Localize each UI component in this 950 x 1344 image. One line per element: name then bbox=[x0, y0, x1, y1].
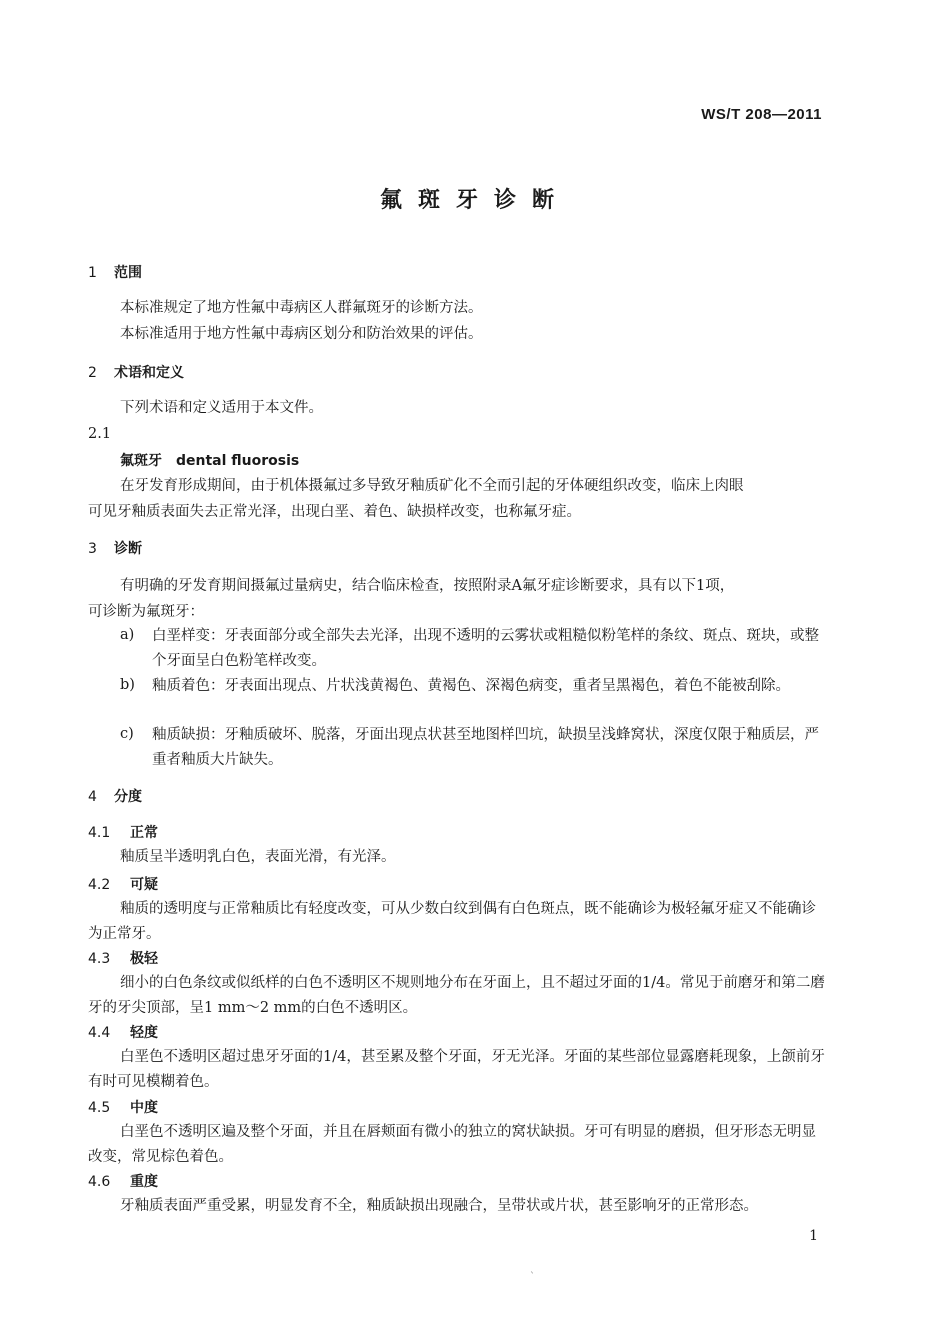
paragraph: 白垩色不透明区遍及整个牙面，并且在唇颊面有微小的独立的窝状缺损。牙可有明显的磨损，但牙形态无明显改变，常见棕色着色。 bbox=[88, 1124, 816, 1165]
subsection-heading bbox=[88, 948, 158, 968]
subsection-number: 4.1 bbox=[88, 825, 111, 841]
list-item-label: b) bbox=[120, 677, 135, 693]
list-item-text: 釉质缺损：牙釉质破坏、脱落，牙面出现点状甚至地图样凹坑，缺损呈浅蜂窝状，深度仅限于釉质层，严重者釉质大片缺失。 bbox=[152, 727, 819, 768]
subsection-heading bbox=[88, 1022, 158, 1042]
page-number: 1 bbox=[809, 1228, 818, 1244]
subsection-number: 4.6 bbox=[88, 1174, 111, 1190]
subsection-number: 4.2 bbox=[88, 877, 111, 893]
list-item-label: c) bbox=[120, 726, 134, 742]
section-title: 术语和定义 bbox=[114, 365, 184, 381]
paragraph: 细小的白色条纹或似纸样的白色不透明区不规则地分布在牙面上，且不超过牙面的1/4。常见于前磨牙和第二磨牙的牙尖顶部，呈1 mm～2 mm的白色不透明区。 bbox=[88, 975, 825, 1016]
section-title: 范围 bbox=[114, 265, 142, 281]
subsection-heading bbox=[88, 1097, 158, 1117]
section-number: 4 bbox=[88, 789, 97, 805]
section-2-heading bbox=[88, 362, 184, 382]
section-title: 诊断 bbox=[114, 541, 142, 557]
paragraph: 釉质呈半透明乳白色，表面光滑，有光泽。 bbox=[120, 849, 396, 865]
subsection-heading bbox=[88, 822, 158, 842]
paragraph: 下列术语和定义适用于本文件。 bbox=[120, 400, 323, 416]
definition-line: 可见牙釉质表面失去正常光泽，出现白垩、着色、缺损样改变，也称氟牙症。 bbox=[88, 504, 581, 520]
subsection-number: 2.1 bbox=[88, 426, 112, 442]
term-chinese: 氟斑牙 bbox=[120, 453, 162, 469]
subsection-number: 4.4 bbox=[88, 1025, 111, 1041]
subsection-number: 4.5 bbox=[88, 1100, 111, 1116]
subsection-title: 中度 bbox=[130, 1100, 158, 1116]
term-english: dental fluorosis bbox=[176, 453, 300, 469]
subsection-heading bbox=[88, 1171, 158, 1191]
list-item-label: a) bbox=[120, 627, 135, 643]
subsection-title: 正常 bbox=[130, 825, 158, 841]
subsection-title: 重度 bbox=[130, 1174, 158, 1190]
section-number: 1 bbox=[88, 265, 97, 281]
stray-mark: ` bbox=[530, 1272, 535, 1283]
paragraph: 釉质的透明度与正常釉质比有轻度改变，可从少数白纹到偶有白色斑点，既不能确诊为极轻氟牙症又不能确诊为正常牙。 bbox=[88, 901, 816, 942]
section-number: 3 bbox=[88, 541, 97, 557]
list-item-text: 白垩样变：牙表面部分或全部失去光泽，出现不透明的云雾状或粗糙似粉笔样的条纹、斑点、斑块，或整个牙面呈白色粉笔样改变。 bbox=[152, 628, 819, 669]
page-title: 氟斑牙诊断 bbox=[379, 188, 570, 213]
definition-line: 在牙发育形成期间，由于机体摄氟过多导致牙釉质矿化不全而引起的牙体硬组织改变，临床上肉眼 bbox=[120, 478, 744, 494]
section-1-heading bbox=[88, 262, 142, 282]
subsection-number: 4.3 bbox=[88, 951, 111, 967]
section-title: 分度 bbox=[114, 789, 142, 805]
subsection-title: 可疑 bbox=[130, 877, 158, 893]
section-4-heading bbox=[88, 786, 142, 806]
list-item-text: 釉质着色：牙表面出现点、片状浅黄褐色、黄褐色、深褐色病变，重者呈黑褐色，着色不能被刮除。 bbox=[152, 678, 790, 694]
standard-number: WS/T 208—2011 bbox=[701, 106, 822, 123]
section-3-heading bbox=[88, 538, 142, 558]
paragraph: 白垩色不透明区超过患牙牙面的1/4，甚至累及整个牙面，牙无光泽。牙面的某些部位显露磨耗现象，上颌前牙有时可见模糊着色。 bbox=[88, 1049, 825, 1090]
paragraph: 牙釉质表面严重受累，明显发育不全，釉质缺损出现融合，呈带状或片状，甚至影响牙的正常形态。 bbox=[120, 1198, 758, 1214]
paragraph: 本标准适用于地方性氟中毒病区划分和防治效果的评估。 bbox=[120, 326, 483, 342]
term-heading bbox=[120, 450, 313, 470]
subsection-title: 轻度 bbox=[130, 1025, 158, 1041]
paragraph: 可诊断为氟斑牙： bbox=[88, 604, 204, 620]
section-number: 2 bbox=[88, 365, 97, 381]
subsection-heading bbox=[88, 874, 158, 894]
subsection-title: 极轻 bbox=[130, 951, 158, 967]
paragraph: 本标准规定了地方性氟中毒病区人群氟斑牙的诊断方法。 bbox=[120, 300, 483, 316]
paragraph: 有明确的牙发育期间摄氟过量病史，结合临床检查，按照附录A氟牙症诊断要求，具有以下1项， bbox=[120, 578, 735, 594]
